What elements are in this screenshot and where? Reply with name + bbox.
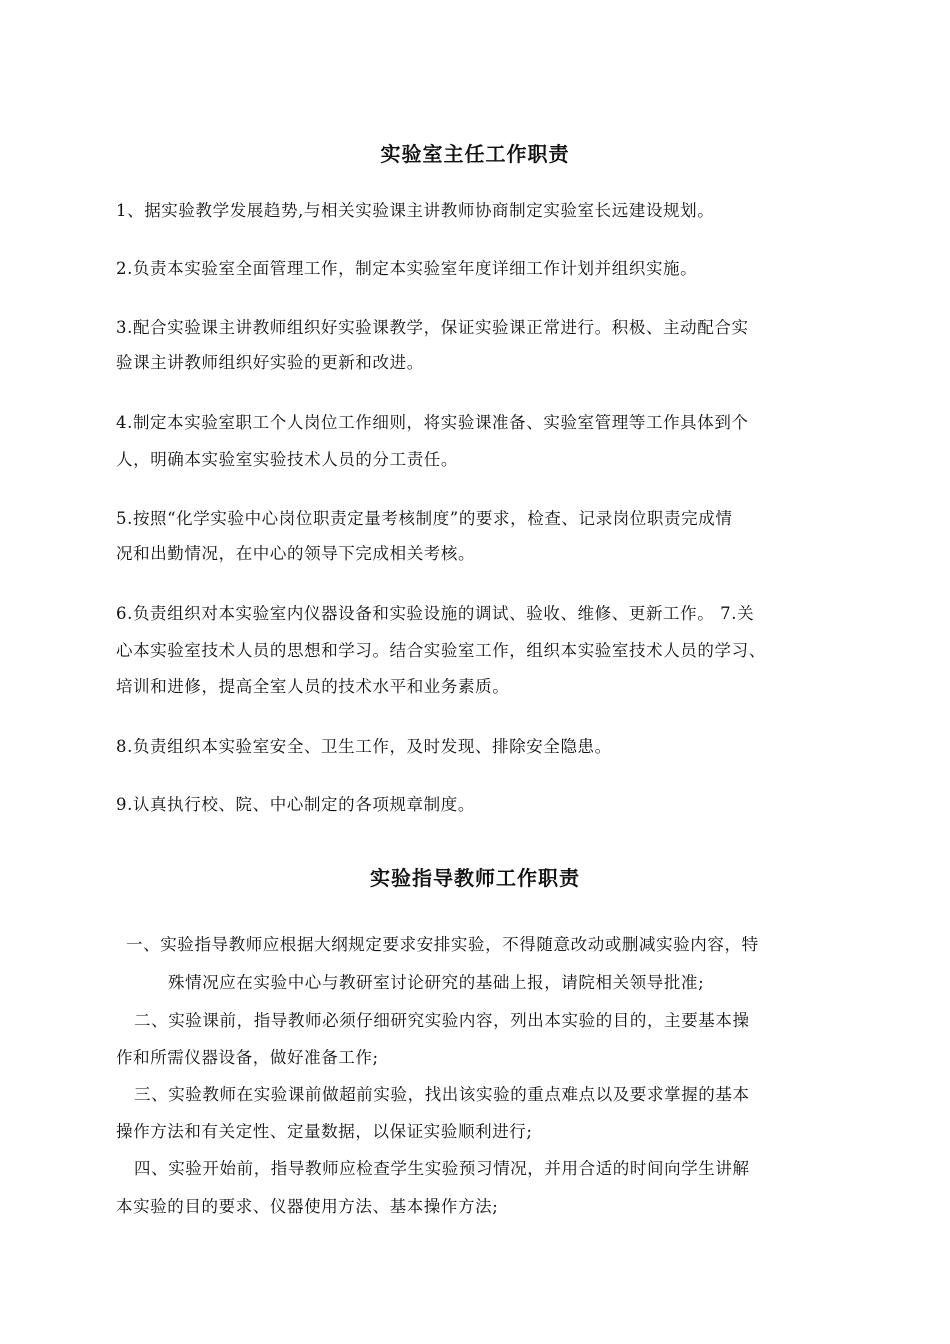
paragraph-line: 3.配合实验课主讲教师组织好实验课教学，保证实验课正常进行。积极、主动配合实 <box>116 318 749 337</box>
paragraph-line: 二、实验课前，指导教师必须仔细研究实验内容，列出本实验的目的，主要基本操 <box>134 1011 750 1030</box>
paragraph-line: 6.负责组织对本实验室内仪器设备和实验设施的调试、验收、维修、更新工作。 7.关 <box>116 604 755 623</box>
paragraph-line: 殊情况应在实验中心与教研室讨论研究的基础上报，请院相关领导批准; <box>168 973 705 992</box>
paragraph-line: 人，明确本实验室实验技术人员的分工责任。 <box>116 450 458 469</box>
paragraph-line: 三、实验教师在实验课前做超前实验，找出该实验的重点难点以及要求掌握的基本 <box>134 1085 750 1104</box>
paragraph-line: 5.按照“化学实验中心岗位职责定量考核制度”的要求，检查、记录岗位职责完成情 <box>116 509 733 528</box>
paragraph-line: 心本实验室技术人员的思想和学习。结合实验室工作，组织本实验室技术人员的学习、 <box>116 641 766 660</box>
paragraph-line: 况和出勤情况，在中心的领导下完成相关考核。 <box>116 544 476 563</box>
paragraph-line: 本实验的目的要求、仪器使用方法、基本操作方法; <box>116 1197 499 1216</box>
paragraph-line: 培训和进修，提高全室人员的技术水平和业务素质。 <box>116 677 510 696</box>
paragraph-line: 四、实验开始前，指导教师应检查学生实验预习情况，并用合适的时间向学生讲解 <box>134 1159 750 1178</box>
section-title-director-duties: 实验室主任工作职责 <box>380 142 570 166</box>
section-title-instructor-duties: 实验指导教师工作职责 <box>370 866 580 890</box>
paragraph-line: 作和所需仪器设备，做好准备工作; <box>116 1048 379 1067</box>
paragraph-line: 8.负责组织本实验室安全、卫生工作，及时发现、排除安全隐患。 <box>116 737 612 756</box>
paragraph-line: 验课主讲教师组织好实验的更新和改进。 <box>116 353 424 372</box>
paragraph-line: 4.制定本实验室职工个人岗位工作细则，将实验课准备、实验室管理等工作具体到个 <box>116 413 749 432</box>
paragraph-line: 1、据实验教学发展趋势,与相关实验课主讲教师协商制定实验室长远建设规划。 <box>116 201 715 220</box>
paragraph-line: 9.认真执行校、院、中心制定的各项规章制度。 <box>116 795 475 814</box>
paragraph-line: 操作方法和有关定性、定量数据，以保证实验顺利进行; <box>116 1122 533 1141</box>
paragraph-line: 一、实验指导教师应根据大纲规定要求安排实验，不得随意改动或删减实验内容，特 <box>126 935 759 954</box>
paragraph-line: 2.负责本实验室全面管理工作，制定本实验室年度详细工作计划并组织实施。 <box>116 259 698 278</box>
